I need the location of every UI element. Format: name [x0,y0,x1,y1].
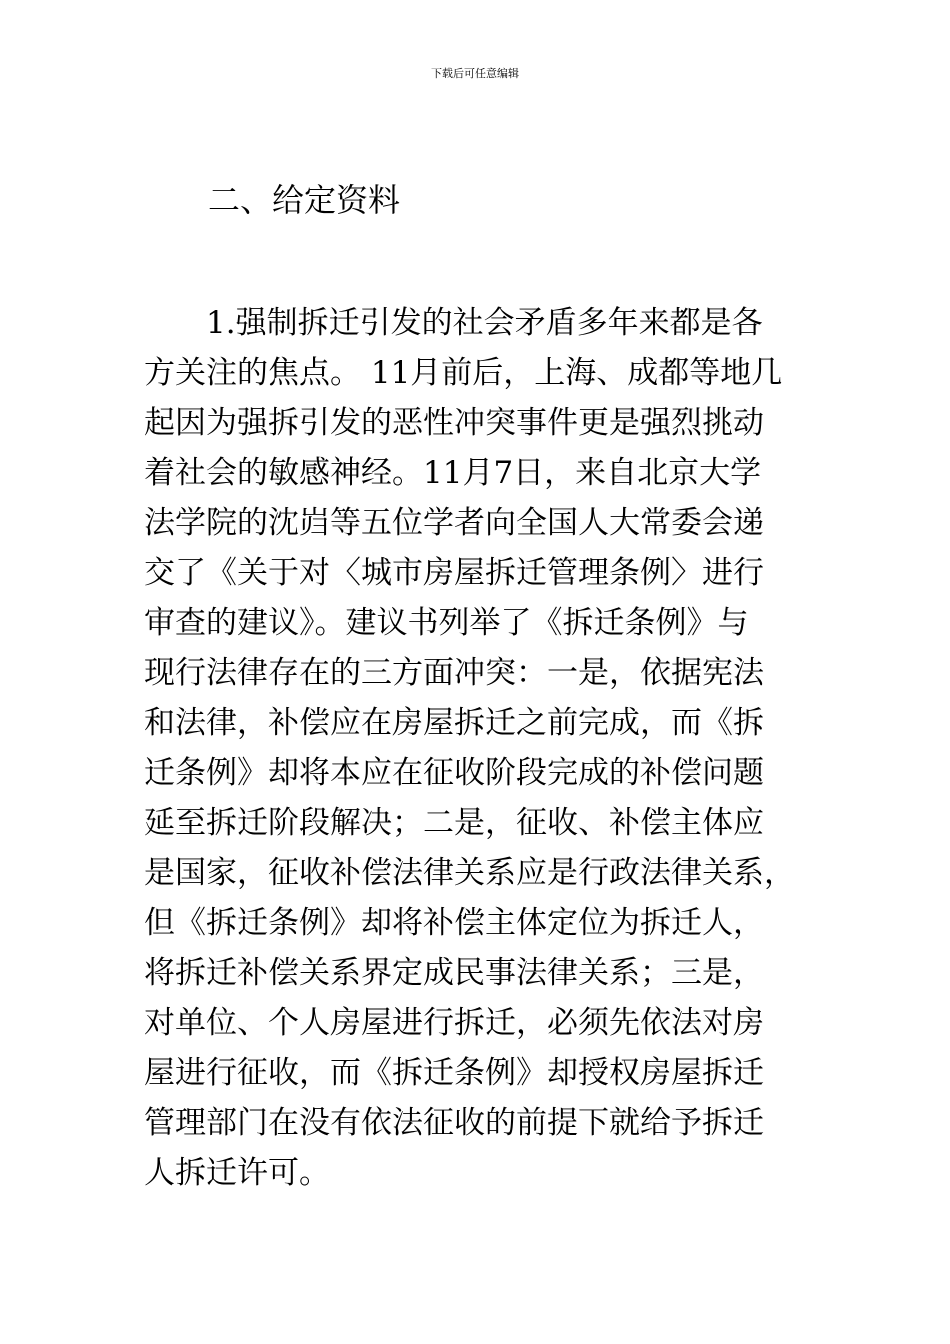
paragraph-line: 方关注的焦点。 11月前后，上海、成都等地几 [144,355,783,391]
paragraph-line: 1.强制拆迁引发的社会矛盾多年来都是各 [206,305,763,341]
paragraph-line: 将拆迁补偿关系界定成民事法律关系；三是， [144,955,764,991]
section-heading: 二、给定资料 [208,181,401,219]
paragraph-line: 人拆迁许可。 [144,1155,330,1191]
paragraph-line: 对单位、个人房屋进行拆迁，必须先依法对房 [144,1005,764,1041]
paragraph-line: 审查的建议》。建议书列举了《拆迁条例》与 [144,605,749,641]
paragraph-line: 是国家，征收补偿法律关系应是行政法律关系， [144,855,795,891]
body-paragraph [144,298,824,1198]
paragraph-line: 法学院的沈岿等五位学者向全国人大常委会递 [144,505,764,541]
header-note: 下载后可任意编辑 [431,67,519,80]
paragraph-line: 现行法律存在的三方面冲突：一是，依据宪法 [144,655,764,691]
paragraph-line: 迁条例》却将本应在征收阶段完成的补偿问题 [144,755,764,791]
paragraph-line: 起因为强拆引发的恶性冲突事件更是强烈挑动 [144,405,764,441]
paragraph-line: 但《拆迁条例》却将补偿主体定位为拆迁人， [144,905,764,941]
paragraph-line: 屋进行征收，而《拆迁条例》却授权房屋拆迁 [144,1055,764,1091]
paragraph-line: 管理部门在没有依法征收的前提下就给予拆迁 [144,1105,764,1141]
paragraph-line: 着社会的敏感神经。11月7日，来自北京大学 [144,455,762,491]
paragraph-line: 交了《关于对〈城市房屋拆迁管理条例〉进行 [144,555,764,591]
paragraph-line: 和法律，补偿应在房屋拆迁之前完成，而《拆 [144,705,764,741]
paragraph-line: 延至拆迁阶段解决；二是，征收、补偿主体应 [144,805,764,841]
